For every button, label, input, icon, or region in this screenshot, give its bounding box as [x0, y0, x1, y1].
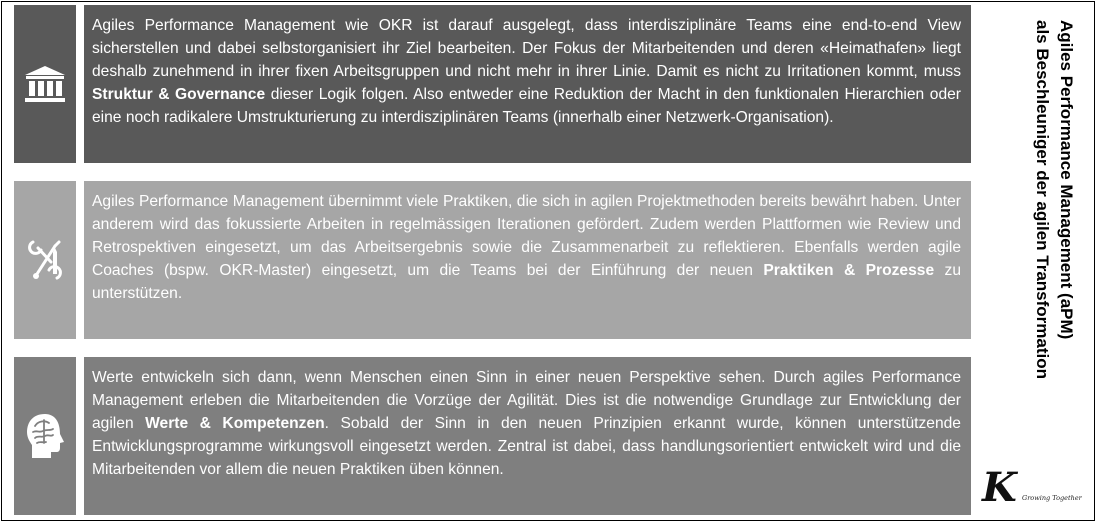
row-1-text — [84, 5, 971, 163]
body-text: Agiles Performance Management übernimmt viele Praktiken, die sich in agilen Projektmethoden bereits bewährt haben. Unter anderem wird das fokussierte Arbeiten in regelmässigen Iterationen gefördert. Zudem werden Plattformen wie Review und Retrospektiven eingesetzt, um das Arbeitsergebnis sowie die Zusammenarbeit zu reflektieren. Ebenfalls werden agile Coaches (bspw. OKR-Master) eingesetzt, um die Teams bei der Einführung der neuen — [92, 193, 961, 279]
side-title-line-1: Agiles Performance Management (aPM) — [1057, 20, 1076, 340]
body-text: . Sobald der Sinn in den neuen Prinzipien erkannt wurde, können unterstützende Entwicklungsprogramme wirkungsvoll eingesetzt werden. Zentral ist dabei, dass handlungsorientiert entwickelt wird und die Mitarbeitenden vor allem die neuen Praktiken üben können. — [92, 415, 961, 478]
side-title-line-2: als Beschleuniger der agilen Transformation — [1033, 20, 1052, 379]
institution-icon — [23, 64, 67, 104]
row-2-text — [84, 181, 971, 339]
body-text: dieser Logik folgen. Also entweder eine Reduktion der Macht in den funktionalen Hierarchien oder eine noch radikalere Umstrukturierung zu interdisziplinären Teams (innerhalb einer Netzwerk-Organisation). — [92, 86, 961, 126]
logo-tagline: Growing Together — [1022, 494, 1082, 502]
side-title — [978, 20, 1078, 450]
row-3-text — [84, 357, 971, 515]
row-1-icon-box — [14, 5, 76, 163]
logo — [982, 464, 1082, 512]
keyword-highlight: Werte & Kompetenzen — [145, 415, 325, 432]
row-2-icon-box — [14, 181, 76, 339]
keyword-highlight: Praktiken & Prozesse — [763, 262, 935, 279]
row-3-icon-box — [14, 357, 76, 515]
body-text: Agiles Performance Management wie OKR ist darauf ausgelegt, dass interdisziplinäre Teams eine end-to-end View sicherstellen und dabei selbstorganisiert ihr Ziel bearbeiten. Der Fokus der Mitarbeitenden und deren «Heimathafen» liegt deshalb zunehmend in ihrer fixen Arbeitsgruppen und nicht mehr in ihrer Linie. Damit es nicht zu Irritationen kommt, muss — [92, 17, 961, 80]
body-text: zu unterstützen. — [92, 262, 961, 302]
keyword-highlight: Struktur & Governance — [92, 86, 266, 103]
logo-letter: K — [982, 464, 1017, 511]
tools-icon — [27, 238, 63, 282]
body-text: Werte entwickeln sich dann, wenn Menschen einen Sinn in einer neuen Perspektive sehen. Durch agiles Performance Management erleben die Mitarbeitenden die Vorzüge der Agilität. Dies ist die notwendige Grundlage zur Entwicklung der agilen — [92, 369, 961, 432]
brain-head-icon — [23, 412, 67, 460]
